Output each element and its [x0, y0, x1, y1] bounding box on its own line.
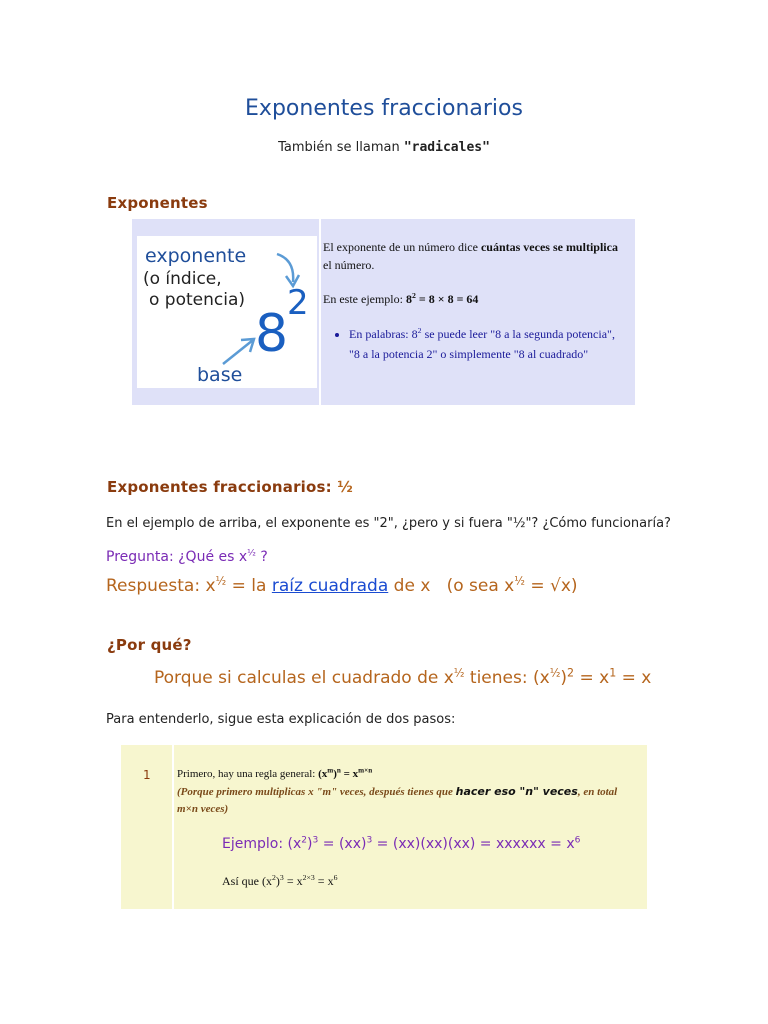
exponent-diagram — [137, 236, 317, 388]
intro-paragraph: En el ejemplo de arriba, el exponente es "2", ¿pero y si fuera "½"? ¿Cómo funcionaría? — [106, 516, 671, 531]
page-subtitle — [0, 140, 768, 155]
arrow-base-icon — [223, 340, 253, 364]
two-step-intro: Para entenderlo, sigue esta explicación de dos pasos: — [106, 712, 456, 727]
step-number: 1 — [143, 768, 151, 782]
answer-text: Respuesta: $x^{\frac{1}{2}}$ = la raíz cuadrada de x (o sea $x^{\frac{1}{2}} = √x$) — [106, 574, 578, 596]
example-line: Ejemplo: $(x^2)^3 = (xx)^3 = (xx)(xx)(xx)$ = xxxxxx = $x^6$ — [222, 835, 581, 852]
list-item: • En palabras: $8^2$ se puede leer "8 a la segunda potencia", "8 a la potencia 2" o simplemente "8 al cuadrado" — [349, 324, 628, 364]
section-heading-fraccionarios: Exponentes fraccionarios: ½ — [107, 478, 353, 496]
diagram-label-index: (o índice, — [143, 269, 222, 289]
conclusion-line: Así que $(x^2)^3 = x^{2\times 3} = x^6$ — [222, 873, 338, 888]
exponent-list — [323, 324, 628, 364]
rule-line: Primero, hay una regla general: $(x^m)^n = x^{m\times n}$ — [177, 766, 373, 780]
diagram-label-exponent: exponente — [145, 245, 247, 267]
page-title: Exponentes fraccionarios — [245, 96, 523, 121]
section-heading-por-que: ¿Por qué? — [107, 636, 192, 654]
porque-explanation: Porque si calculas el cuadrado de $x^{\frac{1}{2}}$ tienes: $(x^{\frac{1}{2}})^2 = x^1 = x$ — [154, 666, 652, 688]
subtitle-bold: "radicales" — [403, 140, 490, 155]
question-text: Pregunta: ¿Qué es $x^{\frac{1}{2}}$ ? — [106, 548, 268, 565]
diagram-base-number: 8 — [255, 304, 289, 364]
rule-note: (Porque primero multiplicas x "m" veces, después tienes que hacer eso "n" veces, en total m×n veces) — [177, 785, 618, 815]
section-heading-exponentes: Exponentes — [107, 194, 208, 212]
box-divider — [319, 219, 321, 405]
step-divider — [172, 745, 174, 909]
heading-fraction: ½ — [337, 478, 353, 496]
exponent-definition: El exponente de un número dice cuántas veces se multiplica el número. — [323, 240, 618, 272]
square-root-link[interactable]: raíz cuadrada — [271, 576, 389, 596]
exponent-example: En este ejemplo: $8^2 = 8 \times 8 = 64$ — [323, 291, 479, 306]
diagram-exponent-number: 2 — [287, 283, 309, 323]
exponent-description — [323, 238, 628, 364]
step-rule — [177, 766, 637, 818]
arrow-exponent-icon — [277, 254, 293, 282]
diagram-label-power: o potencia) — [149, 290, 246, 310]
diagram-label-base: base — [197, 364, 243, 386]
subtitle-text: También se llaman — [278, 140, 404, 155]
exponent-diagram-svg — [137, 236, 317, 388]
